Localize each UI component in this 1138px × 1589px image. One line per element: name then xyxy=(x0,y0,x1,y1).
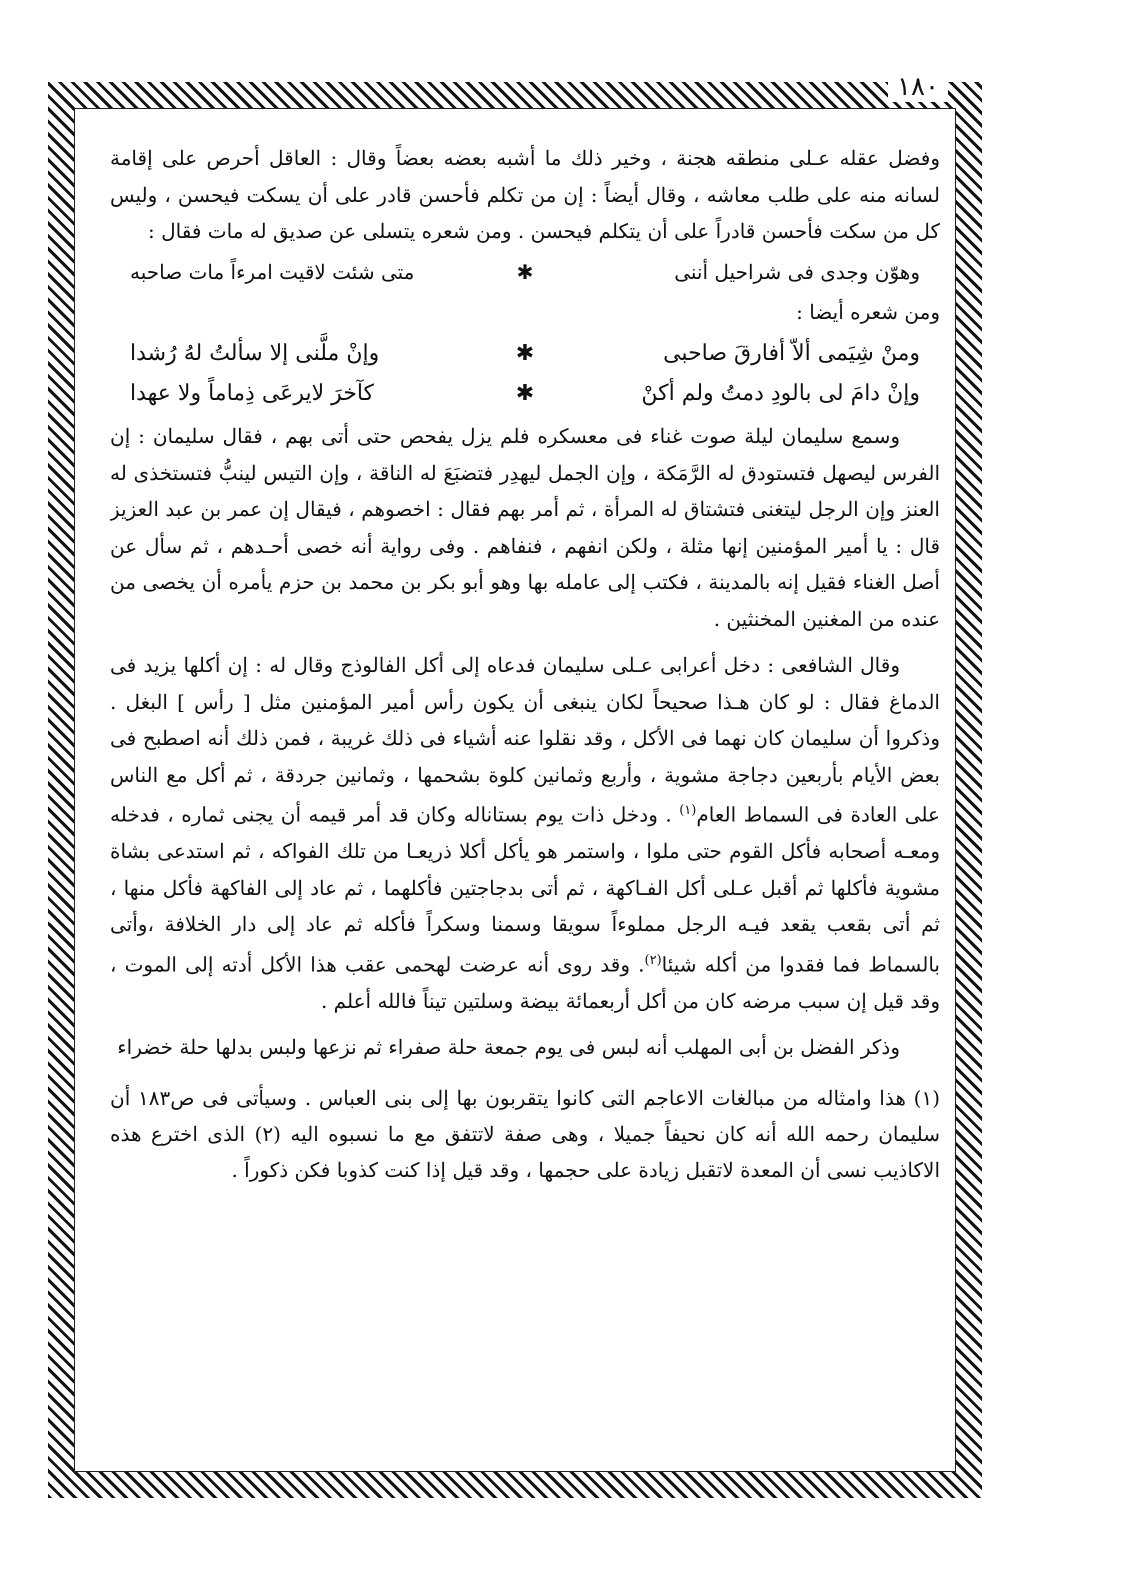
verse-separator-icon: ✱ xyxy=(516,259,534,284)
page-number: ١٨٠ xyxy=(888,72,948,102)
footnote: (١) هذا وامثاله من مبالغات الاعاجم التى كانوا يتقربون بها إلى بنى العباس . وسيأتى فى ص١٨٣ أن سليمان رحمه الله أنه كان نحيفاً جميلا ، وهى صفة لاتتفق مع ما نسبوه اليه (٢) الذى اخترع هذه الاكاذيب نسى أن المعدة لاتقبل زيادة على حجمها ، وقد قيل إذا كنت كذوبا فكن ذكوراً . xyxy=(110,1085,940,1182)
paragraph: وسمع سليمان ليلة صوت غناء فى معسكره فلم يزل يفحص حتى أتى بهم ، فقال سليمان : إن الفرس ليصهل فتستودق له الرَّمَكة ، وإن الجمل ليهدِر فتضبَعَ له الناقة ، وإن التيس لينبُّ فتستخذى له العنز وإن الرجل ليتغنى فتشتاق له المرأة ، ثم أمر بهم فقال : اخصوهم ، فيقال إن عمر بن عبد العزيز قال : يا أمير المؤمنين إنها مثلة ، ولكن انفهم ، فنفاهم . وفى رواية أنه خصى أحـدهم ، ثم سأل عن أصل الغناء فقيل إنه بالمدينة ، فكتب إلى عامله بها وهو أبو بكر بن محمد بن حزم يأمره أن يخصى من عنده من المغنين المخنثين . xyxy=(110,424,940,631)
verse-line xyxy=(110,374,940,414)
verse-line xyxy=(110,334,940,374)
paragraph-text: وقال الشافعى : دخل أعرابى عـلى سليمان فدعاه إلى أكل الفالوذج وقال له : إن أكلها يزيد فى الدماغ فقال : لو كان هـذا صحيحاً لكان ينبغى أن يكون رأس أمير المؤمنين مثل [ رأس ] البغل . وذكروا أن سليمان كان نهما فى الأكل ، وقد نقلوا عنه أشياء فى ذلك غريبة ، فمن ذلك أنه اصطبح فى بعض الأيام بأربعين دجاجة مشوية ، وأربع وثمانين كلوة بشحمها ، وثمانين جردقة ، ثم أكل مع الناس على العادة فى السماط العام xyxy=(110,653,940,827)
page-content xyxy=(110,140,940,1480)
paragraph-text: . ودخل ذات يوم بستاناله وكان قد أمر قيمه أن يجنى ثماره ، فدخله ومعـه أصحابه فأكل القوم حتى ملوا ، واستمر هو يأكل أكلا ذريعـا من تلك الفواكه ، ثم استدعى بشاة مشوية فأكلها ثم أقبل عـلى أكل الفـاكهة ، ثم أتى بدجاجتين فأكلهما ، ثم عاد إلى الفاكهة فأكل منها ، ثم أتى بقعب يقعد فيـه الرجل مملوءاً سويقا وسمنا وسكراً فأكله ثم عاد إلى دار الخلافة ،وأتى بالسماط فما فقدوا من أكله شيئا xyxy=(110,802,940,977)
poem-intro: ومن شعره أيضا : xyxy=(796,299,940,324)
paragraph: وفضل عقله عـلى منطقه هجنة ، وخير ذلك ما أشبه بعضه بعضاً وقال : العاقل أحرص على إقامة لسانه منه على طلب معاشه ، وقال أيضاً : إن من تكلم فأحسن قادر على أن يسكت فيحسن ، وليس كل من سكت فأحسن قادراً على أن يتكلم فيحسن . ومن شعره يتسلى عن صديق له مات فقال : xyxy=(110,146,940,243)
paragraph: وذكر الفضل بن أبى المهلب أنه لبس فى يوم جمعة حلة صفراء ثم نزعها ولبس بدلها حلة خضراء xyxy=(117,1035,900,1060)
footnote-marker: (١) xyxy=(679,803,697,818)
hemistich: وإنْ ملَّنى إلا سألتُ لهُ رُشدا xyxy=(130,341,380,366)
hemistich: كآخرَ لايرعَى ذِماماً ولا عهدا xyxy=(130,381,375,406)
verse-separator-icon: ✱ xyxy=(515,381,535,406)
hemistich: ومنْ شِيَمى ألاّ أفارقَ صاحبى xyxy=(663,341,920,366)
footnotes xyxy=(110,1080,940,1188)
verse-separator-icon: ✱ xyxy=(515,341,535,366)
paragraph-text: . وقد روى أنه عرضت لهحمى عقب هذا الأكل أدته إلى الموت ، وقد قيل إن سبب مرضه كان من أكل أربعمائة بيضة وسلتين تيناً فالله أعلم . xyxy=(110,952,940,1013)
poem xyxy=(110,334,940,414)
hemistich: وهوّن وجدى فى شراحيل أننى xyxy=(674,259,920,284)
paragraph xyxy=(110,647,940,1019)
poem xyxy=(110,254,940,290)
hemistich: وإنْ دامَ لى بالودِ دمتُ ولم أكنْ xyxy=(641,381,920,406)
verse-line xyxy=(110,254,940,290)
footnote-marker: (٢) xyxy=(644,952,662,968)
hemistich: متى شئت لاقيت امرءاً مات صاحبه xyxy=(130,259,415,284)
